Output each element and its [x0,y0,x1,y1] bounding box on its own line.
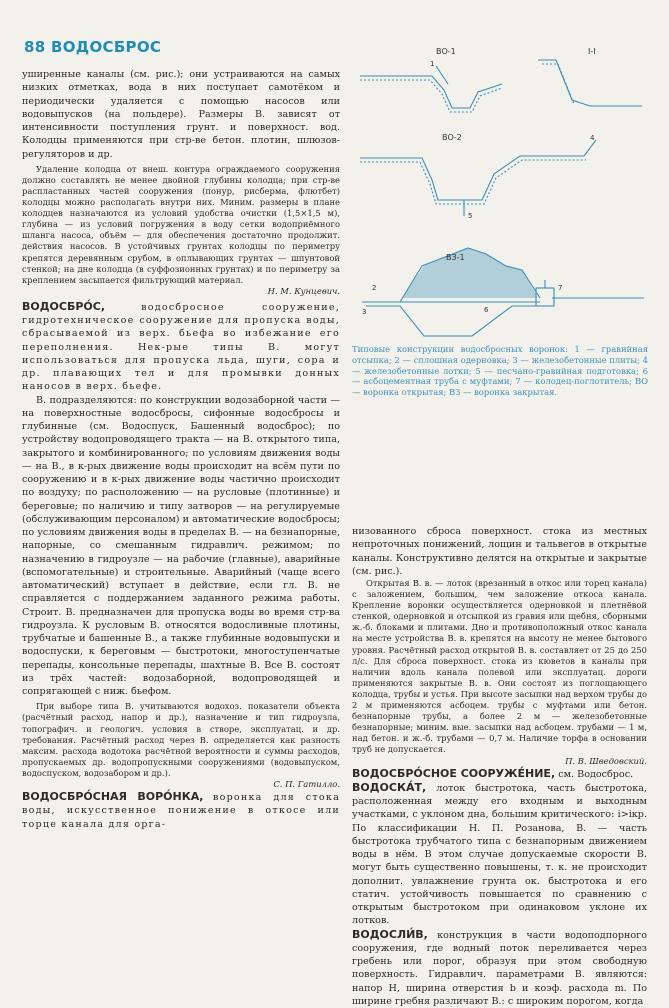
figure-callout: 1 [430,60,435,68]
figure-drawings [352,40,648,340]
entry-sooruzhenie [352,767,647,781]
paragraph-small: При выборе типа В. учитываются водохоз. показатели объекта (расчётный расход, напор и др.), назначение и тип гидроузла, топографич. и геологич. условия в створе, эксплуатац. и др. требования. Расчётный расход через В. определяется как разность максим. расхода водотока расчётной вероятности и суммы расходов, пропускаемых др. водопропускными сооружениями (водовыпуском, водоспуском, водозабором и др.). [22,701,340,778]
entry-text: водосбросное сооружение, гидротехническое сооружение для пропуска воды, сбрасываемой из верх. бьефа во избежание его переполнения. Нек-рые типы В. могут использоваться для пропуска льда, шуги, сора и др. плавающих тел и для промывки донных наносов в верх. бьефе. [22,301,340,393]
figure-label: ВЗ-1 [446,253,465,262]
entry-text: лоток быстротока, часть быстротока, расположенная между его входным и выходным участками, с уклоном дна, большим критического: i>iкр. По классификации Н. П. Розанова, В. — часть быстротока трубчатого типа с безнапорным движением воды в нём. В этом случае допускаемые скорости В. могут быть существенно повышены, т. к. не происходит дополнит. увлажнение грунта ок. быстротока и его статич. устойчивость повышается по сравнению с открытым быстротоком при одинаковом уклоне их лотков. [352,782,647,927]
figure-callout: 4 [590,134,595,142]
entry-vodosbros [22,300,340,394]
figure-callout: 2 [372,284,377,292]
figure-label: ВО-2 [442,133,462,142]
entry-text: см. Водосброс. [558,768,634,780]
entry-text: конструкция в части водоподпорного сооружения, где водный поток переливается через гребень или порог, образуя при этом свободную поверхность. Гидравлич. параметрами В. являются: напор H, ширина отверстия b и коэф. расхода m. По ширине гребня различают В.: с широким порогом, когда [352,929,647,1007]
paragraph: В. подразделяются: по конструкции водозаборной части — на поверхностные водосбросы, сифонные водосбросы и глубинные (см. Водоспуск, Башенный водосброс); по устройству водопроводящего тракта — на В. открытого типа, закрытого и комбинированного; по условиям движения воды — на В., в к-рых движение воды происходит на всём пути по сооружению и в к-рых движение воды частично происходит по воздуху; по расположению — на русловые (плотинные) и береговые; по наличию и типу затворов — на регулируемые (обслуживающим персоналом) и автоматические водосбросы; по условиям движения воды в пределах В. — на безнапорные, напорные, со смешанным гидравлич. режимом; по назначению в гидроузле — на рабочие (главные), аварийные (вспомогательные) и строительные. Аварийный (чаще всего автоматический) вступает в действие, если гл. В. не справляется с поддержанием заданного режима работы. Строит. В. предназначен для пропуска воды во время стр-ва гидроузла. К русловым В. относятся водосливные плотины, трубчатые и башенные В., а также глубинные водовыпуски и водоспуски, к береговым — быстротоки, многоступенчатые перепады, консольные перепады, шахтные В. Все В. состоят из трёх частей: водозаборной, водопроводящей и сопрягающей с ниж. бьефом. [22,394,340,698]
entry-headword: ВОДОСБРО́СНАЯ ВОРО́НКА, [22,790,204,804]
entry-vodosliv [352,928,647,1008]
paragraph-small: Удаление колодца от внеш. контура ограждаемого сооружения должно составлять не менее двойной глубины колодца; при стр-ве распластанных частей сооружения (понур, рисберма, флютбет) колодцы можно располагать внутри них. Миним. размеры в плане колодцев назначаются из условий удобства очистки (1,5×1,5 м), глубина — из условий погружения в воду сетки водоприёмного шланга насоса, объём — для обеспечения достаточно продолжит. действия насосов. В устойчивых грунтах колодцы по периметру крепятся деревянным срубом, в оплывающих грунтах — шпунтовой стенкой; на дне колодца (в суффозионных грунтах) и по периметру за креплением засыпается фильтрующий материал. [22,163,340,285]
page-header [24,38,161,56]
figure-label: І-І [588,47,596,56]
paragraph: низованного сброса поверхност. стока из местных непроточных понижений, лощин и тальвегов в открытые каналы. Конструктивно делятся на открытые и закрытые (см. рис.). [352,526,647,577]
entry-voronka [22,790,340,831]
page-number: 88 [24,38,46,56]
left-column [22,68,340,831]
entry-headword: ВОДОСКА́Т, [352,780,427,794]
entry-text: воронка для стока воды, искусственное понижение в откосе или торце канала для орга- [22,792,340,830]
figure-callout: 6 [484,306,489,314]
author-signature: Н. М. Кунцевич. [267,285,340,296]
figure-callout: 3 [362,308,367,316]
entry-headword: ВОДОСБРО́СНОЕ СООРУЖЕ́НИЕ, [352,766,556,780]
section-title: ВОДОСБРОС [51,38,162,56]
figure-callout: 7 [558,284,563,292]
entry-headword: ВОДОСБРО́С, [22,299,106,313]
author-signature: С. П. Гатилло. [273,779,340,790]
entry-headword: ВОДОСЛИ́В, [352,927,428,941]
figure-callout: 5 [468,212,473,220]
paragraph: уширенные каналы (см. рис.); они устраиваются на самых низких отметках, вода в них поступает самотёком и периодически удаляется с помощью насосов или водовыпусков (на польдере). Размеры В. зависят от интенсивности поступления грунт. и поверхност. вод. Колодцы применяются при стр-ве бетон. плотин, шлюзов-регуляторов и др. [22,69,340,160]
entry-vodoskat [352,781,647,928]
paragraph-small: Открытая В. в. — лоток (врезанный в откос или торец канала) с заложением, большим, чем заложение откоса канала. Крепление воронки осуществляется одерновкой и плетнёвой стенкой, одерновкой и отсыпкой из гравия или щебня, сборными ж.-б. блоками и плитами. Дно и противоположный откос канала на месте устройства В. в. крепятся на высоту не менее бытового уровня. Расчётный расход открытой В. в. составляет от 25 до 250 л/с. Для сброса поверхност. стока из кюветов в каналы при наличии вдоль канала полевой или эксплуатац. дороги применяются закрытые В. в. Они состоят из поглощающего колодца, трубы и устья. При высоте засыпки над верхом трубы до 2 м применяются асбоцем. трубы с муфтами или бетон. безнапорные трубы, а более 2 м — железобетонные безнапорные; миним. вые. засыпки над асбоцем. трубами — 1 м, над бетон. и ж.-б. трубами — 0,7 м. Наличие торфа в основании труб не допускается. [352,578,647,755]
author-signature: П. В. Шведовский. [565,755,647,766]
figure-label: ВО-1 [436,47,456,56]
figure-caption: Типовые конструкции водосбросных воронок: 1 — гравийная отсыпка; 2 — сплошная одерновка; 3 — железобетонные плиты; 4 — железобетонные лотки; 5 — песчано-гравийная подготовка; 6 — асбоцементная труба с муфтами; 7 — колодец-поглотитель; ВО — воронка открытая; ВЗ — воронка закрытая. [352,344,648,398]
right-column [352,525,647,1008]
figure-svg [352,40,648,340]
